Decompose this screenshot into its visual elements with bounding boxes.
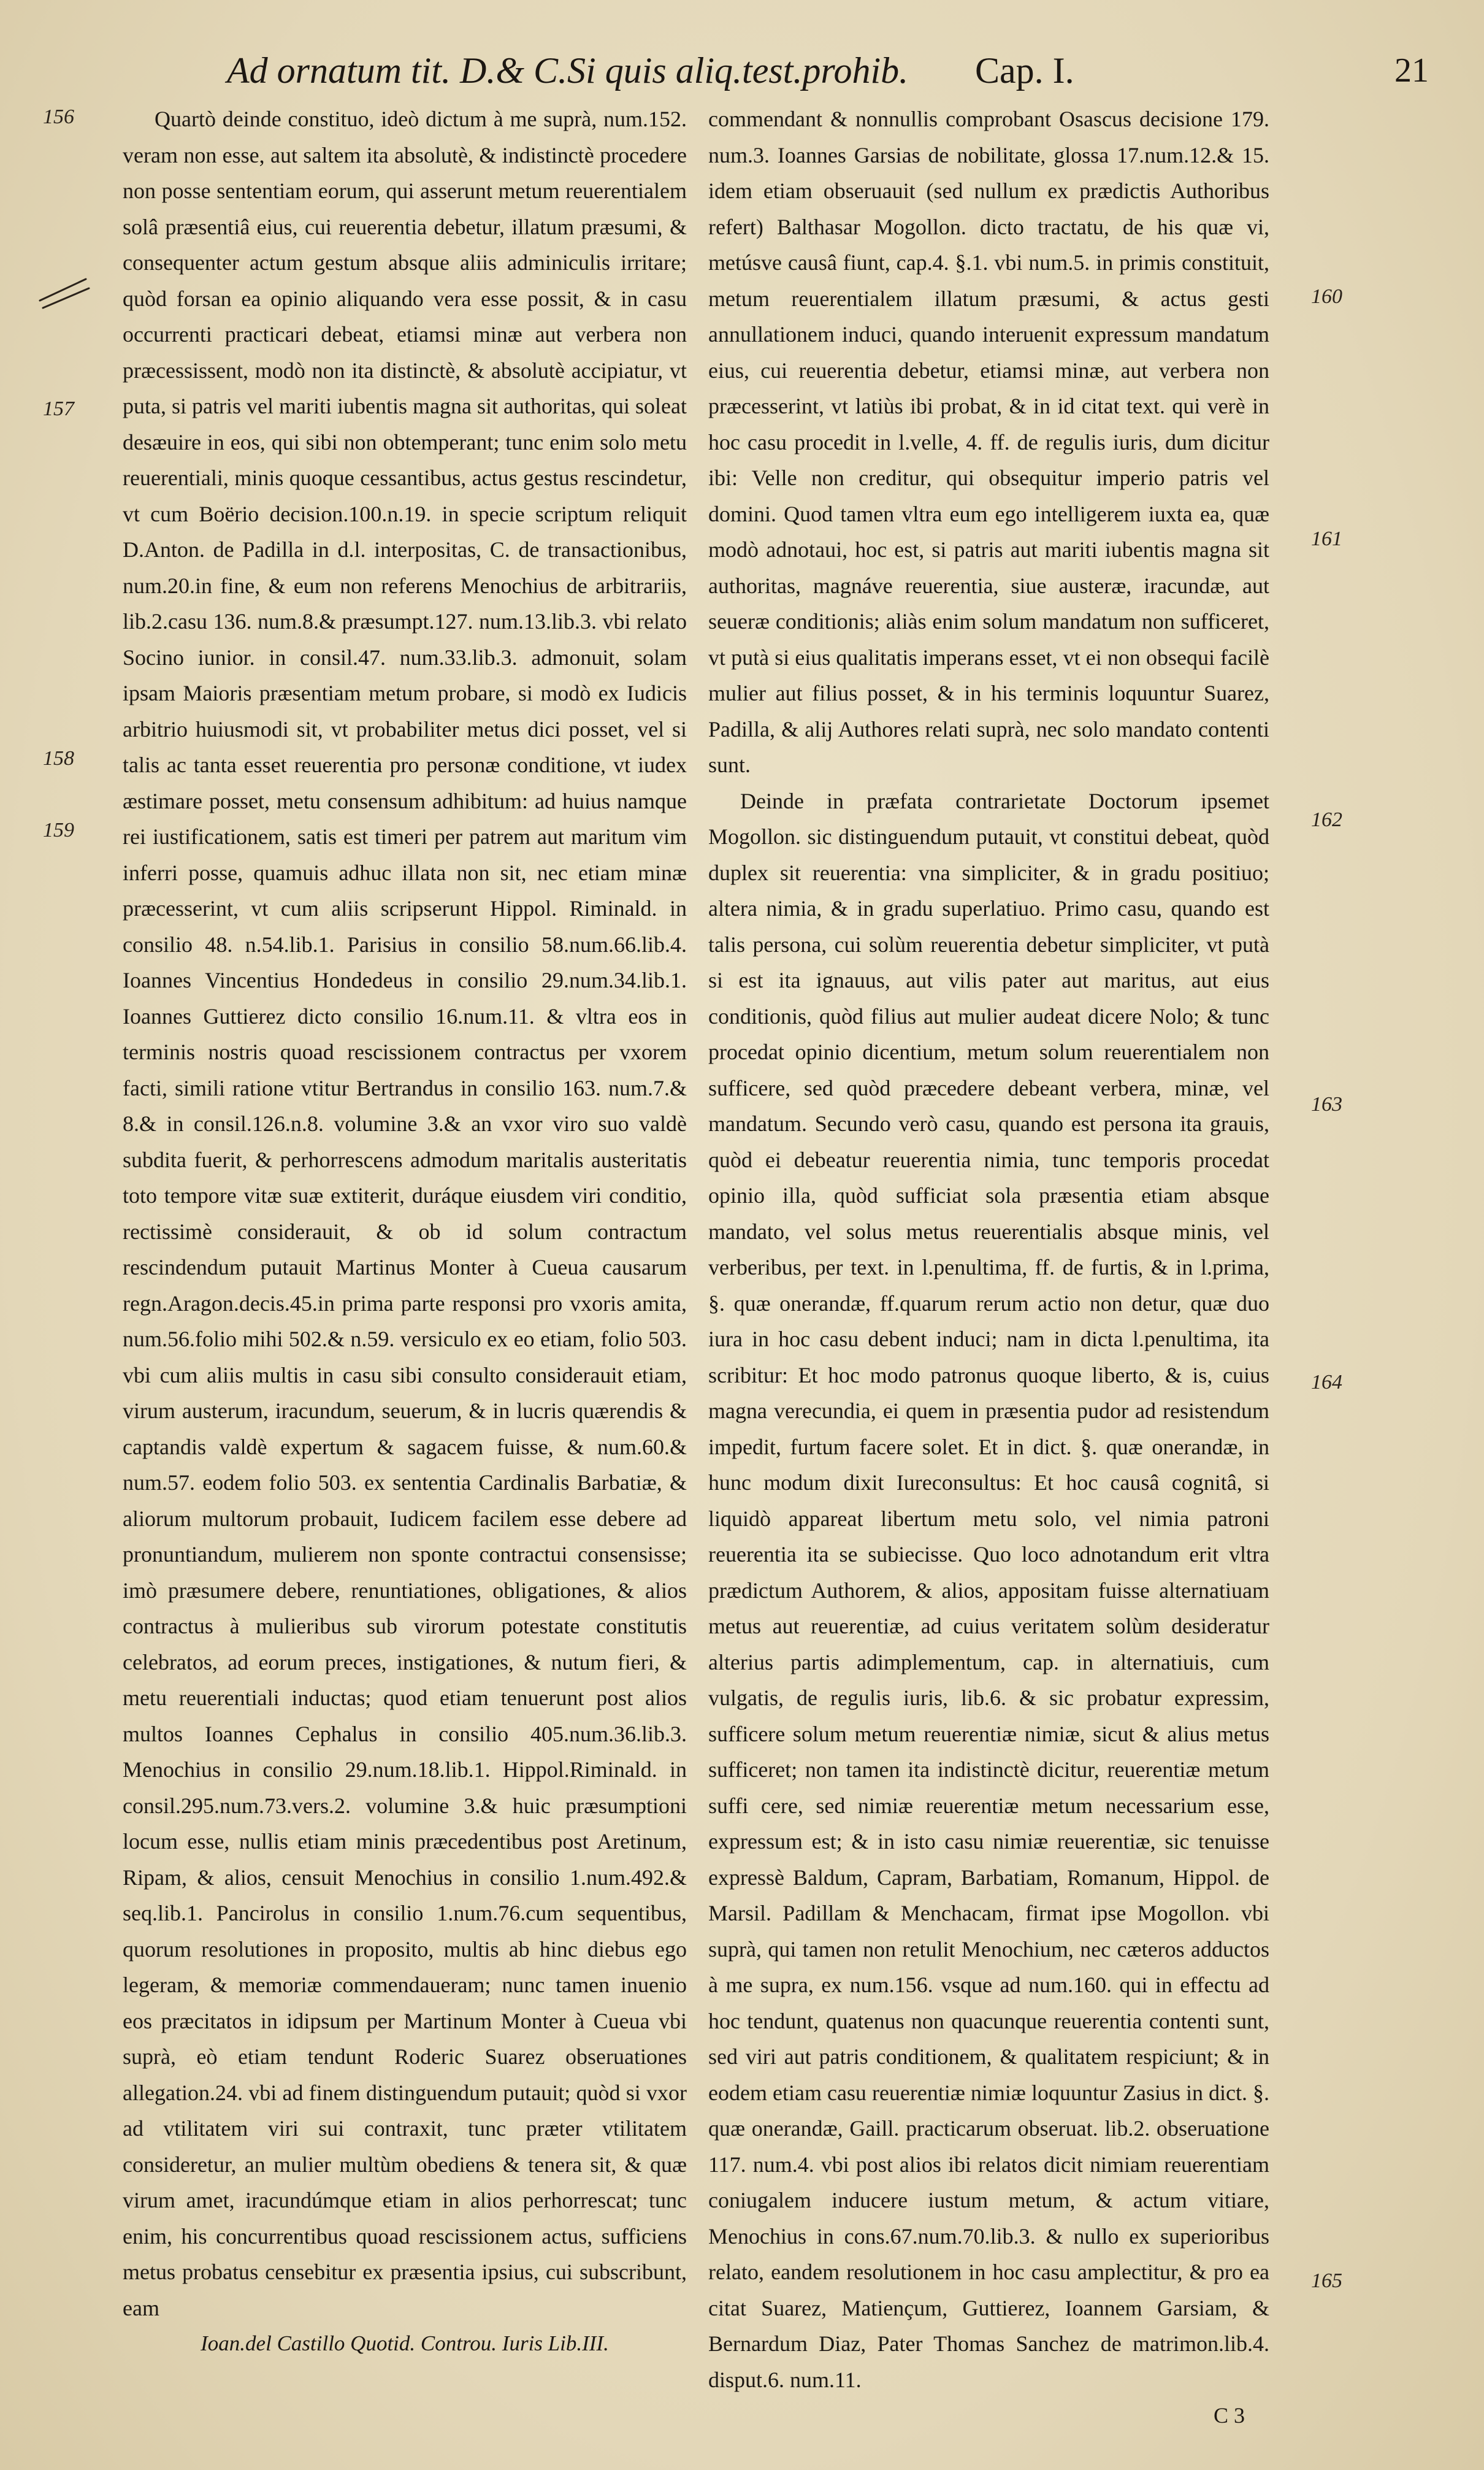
margin-number: 157	[43, 397, 74, 420]
margin-number: 165	[1311, 2269, 1342, 2292]
left-column	[123, 101, 687, 2362]
footer-line: Ioan.del Castillo Quotid. Controu. Iuris Lib.III.	[201, 2331, 609, 2355]
right-column	[708, 101, 1269, 2434]
paragraph: Deinde in præfata contrarietate Doctorum ipsemet Mogollon. sic distinguendum putauit, vt constitui debeat, quòd duplex sit reuerentia: vna simpliciter, & in gradu positiuo; altera nimia, & in gradu superlatiuo. Primo casu, quando est talis persona, cui solùm reuerentia debetur simpliciter, vt putà si est ita ignauus, aut vilis pater aut maritus, aut eius conditionis, quòd filius aut mulier audeat dicere Nolo; & tunc procedat opinio dicentium, metum solum reuerentialem non sufficere, sed quòd præcedere debeant verbera, minæ, vel mandatum. Secundo verò casu, quando est persona ita grauis, quòd ei debeatur reuerentia nimia, tunc temporis procedat opinio illa, quòd sufficiat sola præsentia etiam absque mandato, vel solus metus reuerentialis absque minis, vel verberibus, per text. in l.penultima, ff. de furtis, & in l.prima, §. quæ onerandæ, ff.quarum rerum actio non detur, quæ duo iura in hoc casu debent induci; nam in dicta l.penultima, ita scribitur: Et hoc modo patronus quoque liberto, & is, cuius magna verecundia, ei quem in præsentia pudor ad resistendum impedit, furtum facere solet. Et in dict. §. quæ onerandæ, in hunc modum dixit Iureconsultus: Et hoc causâ cognitâ, si liquidò appareat libertum metu solo, vel nimia patroni reuerentia ita se subiecisse. Quo loco adnotandum erit vltra prædictum Authorem, & alios, appositam fuisse alternatiuam metus aut reuerentiæ, ad cuius veritatem solùm desideratur alterius partis adimplementum, cap. in alternatiuis, cum vulgatis, de regulis iuris, lib.6. & sic probatur expressim, sufficere solum metum reuerentiæ nimiæ, sicut & alius metus sufficeret; non tamen ita indistinctè dicitur, reuerentiæ metum suffi cere, sed nimiæ reuerentiæ metum necessarium esse, expressum est; & in isto casu nimiæ reuerentiæ, sic tenuisse expressè Baldum, Capram, Barbatiam, Romanum, Hippol. de Marsil. Padillam & Menchacam, firmat ipse Mogollon. vbi suprà, qui tamen non retulit Menochium, nec cæteros adductos à me supra, ex num.156. vsque ad num.160. qui in effectu ad hoc tendunt, quatenus non quacunque reuerentia contenti sunt, sed viri aut patris conditionem, & qualitatem respiciunt; & in eodem etiam casu reuerentiæ nimiæ loquuntur Zasius in dict. §. quæ onerandæ, Gaill. practicarum obseruat. lib.2. obseruatione 117. num.4. vbi post alios ibi relatos dicit nimiam reuerentiam coniugalem inducere iustum metum, & actum vitiare, Menochius in cons.67.num.70.lib.3. & nullo ex superioribus relato, eandem resolutionem in hoc casu amplectitur, & pro ea citat Suarez, Matiençum, Guttierez, Ioannem Garsiam, & Bernardum Diaz, Pater Thomas Sanchez de matrimon.lib.4. disput.6. num.11.	[708, 788, 1269, 2392]
paragraph: Quartò deinde constituo, ideò dictum à me suprà, num.152. veram non esse, aut saltem ita absolutè, & indistinctè procedere non posse sententiam eorum, qui asserunt metum reuerentialem solâ præsentiâ eius, cui reuerentia debetur, illatum præsumi, & consequenter actum gestum absque aliis adminiculis irritare; quòd forsan ea opinio aliquando vera esse possit, & in casu occurrenti practicari debeat, etiamsi minæ aut verbera non præcessissent, modò non ita distinctè, & absolutè accipiatur, vt puta, si patris vel mariti iubentis magna sit authoritas, qui soleat desæuire in eos, qui sibi non obtemperant; tunc enim solo metu reuerentiali, minis quoque cessantibus, actus gestus rescindetur, vt cum Boërio decision.100.n.19. in specie scriptum reliquit D.Anton. de Padilla in d.l. interpositas, C. de transactionibus, num.20.in fine, & eum non referens Menochius de arbitrariis, lib.2.casu 136. num.8.& præsumpt.127. num.13.lib.3. vbi relato Socino iunior. in consil.47. num.33.lib.3. admonuit, solam ipsam Maioris præsentiam metum probare, si modò ex Iudicis arbitrio huiusmodi sit, vt probabiliter metus dici posset, vel si talis ac tanta esset reuerentia pro personæ conditione, vt iudex æstimare posset, metu consensum adhibitum: ad huius namque rei iustificationem, satis est timeri per patrem aut maritum vim inferri posse, quamuis adhuc illata non sit, nec etiam minæ præcesserint, vt cum aliis scripserunt Hippol. Riminald. in consilio 48. n.54.lib.1. Parisius in consilio 58.num.66.lib.4. Ioannes Vincentius Hondedeus in consilio 29.num.34.lib.1. Ioannes Guttierez dicto consilio 16.num.11. & vltra eos in terminis nostris quoad rescissionem contractus per vxorem facti, simili ratione vtitur Bertrandus in consilio 163. num.7.& 8.& in consil.126.n.8. volumine 3.& an vxor viro suo valdè subdita fuerit, & perhorrescens admodum maritalis austeritatis toto tempore vitæ suæ extiterit, duráque eiusdem viri conditio, rectissimè considerauit, & ob id solum contractum rescindendum putauit Martinus Monter à Cueua causarum regn.Aragon.decis.45.in prima parte responsi pro vxoris amita, num.56.folio mihi 502.& n.59. versiculo ex eo etiam, folio 503. vbi cum aliis multis in casu sibi consulto considerauit etiam, virum austerum, iracundum, seuerum, & in lucris quærendis & captandis valdè expertum & sagacem fuisse, & num.60.& num.57. eodem folio 503. ex sententia Cardinalis Barbatiæ, & aliorum multorum probauit, Iudicem facilem esse debere ad pronuntiandum, mulierem non sponte contractui consensisse; imò præsumere debere, renuntiationes, obligationes, & alios contractus à mulieribus sub virorum potestate constitutis celebratos, ad eorum preces, instigationes, & nutum fieri, & metu reuerentiali inductas; quod etiam tenuerunt post alios multos Ioannes Cephalus in consilio 405.num.36.lib.3. Menochius in consilio 29.num.18.lib.1. Hippol.Riminald. in consil.295.num.73.vers.2. volumine 3.& huic præsumptioni locum esse, nullis etiam minis præcedentibus post Aretinum, Ripam, & alios, censuit Menochius in consilio 1.num.492.& seq.lib.1. Pancirolus in consilio 1.num.76.cum sequentibus, quorum resolutiones in proposito, multis ab hinc diebus ego legeram, & memoriæ commendaueram; nunc tamen inuenio eos præcitatos in idipsum per Martinum Monter à Cueua vbi suprà, eò etiam tendunt Roderic Suarez obseruationes allegation.24. vbi ad finem distinguendum putauit; quòd si vxor ad vtilitatem viri sui contraxit, tunc præter vtilitatem consideretur, an mulier multùm obediens & tenera sit, & quæ virum amet, iracundúmque etiam in alios perhorrescat; tunc enim, his concurrentibus quoad rescissionem actus, sufficiens metus probatus censebitur ex præsentia ipsius, cui subscribunt, eam	[123, 107, 687, 2320]
ink-mark-icon	[37, 270, 92, 313]
margin-number: 156	[43, 105, 74, 128]
header-chapter: Cap. I.	[975, 50, 1074, 91]
running-header	[227, 43, 1429, 98]
page-number: 21	[1394, 52, 1429, 90]
margin-number: 159	[43, 819, 74, 842]
paragraph: commendant & nonnullis comprobant Osascus decisione 179. num.3. Ioannes Garsias de nobilitate, glossa 17.num.12.& 15. idem etiam obseruauit (sed nullum ex prædictis Authoribus refert) Balthasar Mogollon. dicto tractatu, de his quæ vi, metúsve causâ fiunt, cap.4. §.1. vbi num.5. in primis constituit, metum reuerentialem illatum præsumi, & actus gesti annullationem induci, quando interuenit expressum mandatum eius, cui reuerentia debetur, etiamsi minæ, aut verbera non præcesserint, vt latiùs ibi probat, & in id citat text. qui verè in hoc casu procedit in l.velle, 4. ff. de regulis iuris, dum dicitur ibi: Velle non creditur, qui obsequitur imperio patris vel domini. Quod tamen vltra eum ego intelligerem iuxta ea, quæ modò adnotaui, hoc est, si patris aut mariti iubentis magna sit authoritas, magnáve reuerentia, siue austeræ, iracundæ, aut seueræ conditionis; aliàs enim solum mandatum non sufficeret, vt putà si eius qualitatis imperans esset, vt ei non obsequi facilè mulier aut filius posset, & in his terminis loquuntur Suarez, Padilla, & alij Authores relati suprà, nec solo mandato contenti sunt.	[708, 107, 1269, 777]
margin-number: 163	[1311, 1093, 1342, 1116]
header-title: Ad ornatum tit. D.& C.Si quis aliq.test.prohib.	[227, 50, 909, 91]
margin-number: 164	[1311, 1371, 1342, 1394]
margin-number: 162	[1311, 808, 1342, 831]
margin-number: 158	[43, 747, 74, 770]
margin-number: 161	[1311, 527, 1342, 550]
signature-mark: C 3	[1213, 2403, 1245, 2428]
margin-number: 160	[1311, 285, 1342, 308]
